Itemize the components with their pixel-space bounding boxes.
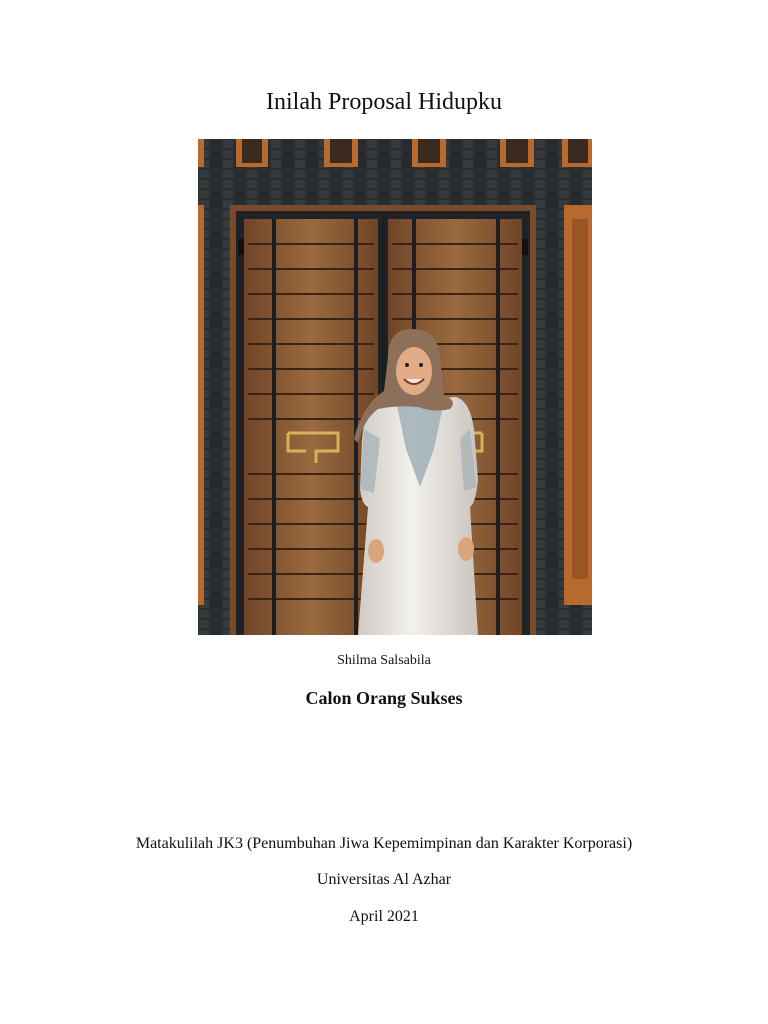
document-date: April 2021 <box>349 908 419 925</box>
portrait-photo <box>198 139 592 635</box>
university-name: Universitas Al Azhar <box>316 871 452 888</box>
course-name: Matakulilah JK3 (Penumbuhan Jiwa Kepemimpinan dan Karakter Korporasi) <box>135 835 633 852</box>
author-name: Shilma Salsabila <box>337 653 431 668</box>
portrait-illustration <box>198 139 592 635</box>
document-subtitle: Calon Orang Sukses <box>305 688 463 708</box>
document-title: Inilah Proposal Hidupku <box>266 89 502 115</box>
